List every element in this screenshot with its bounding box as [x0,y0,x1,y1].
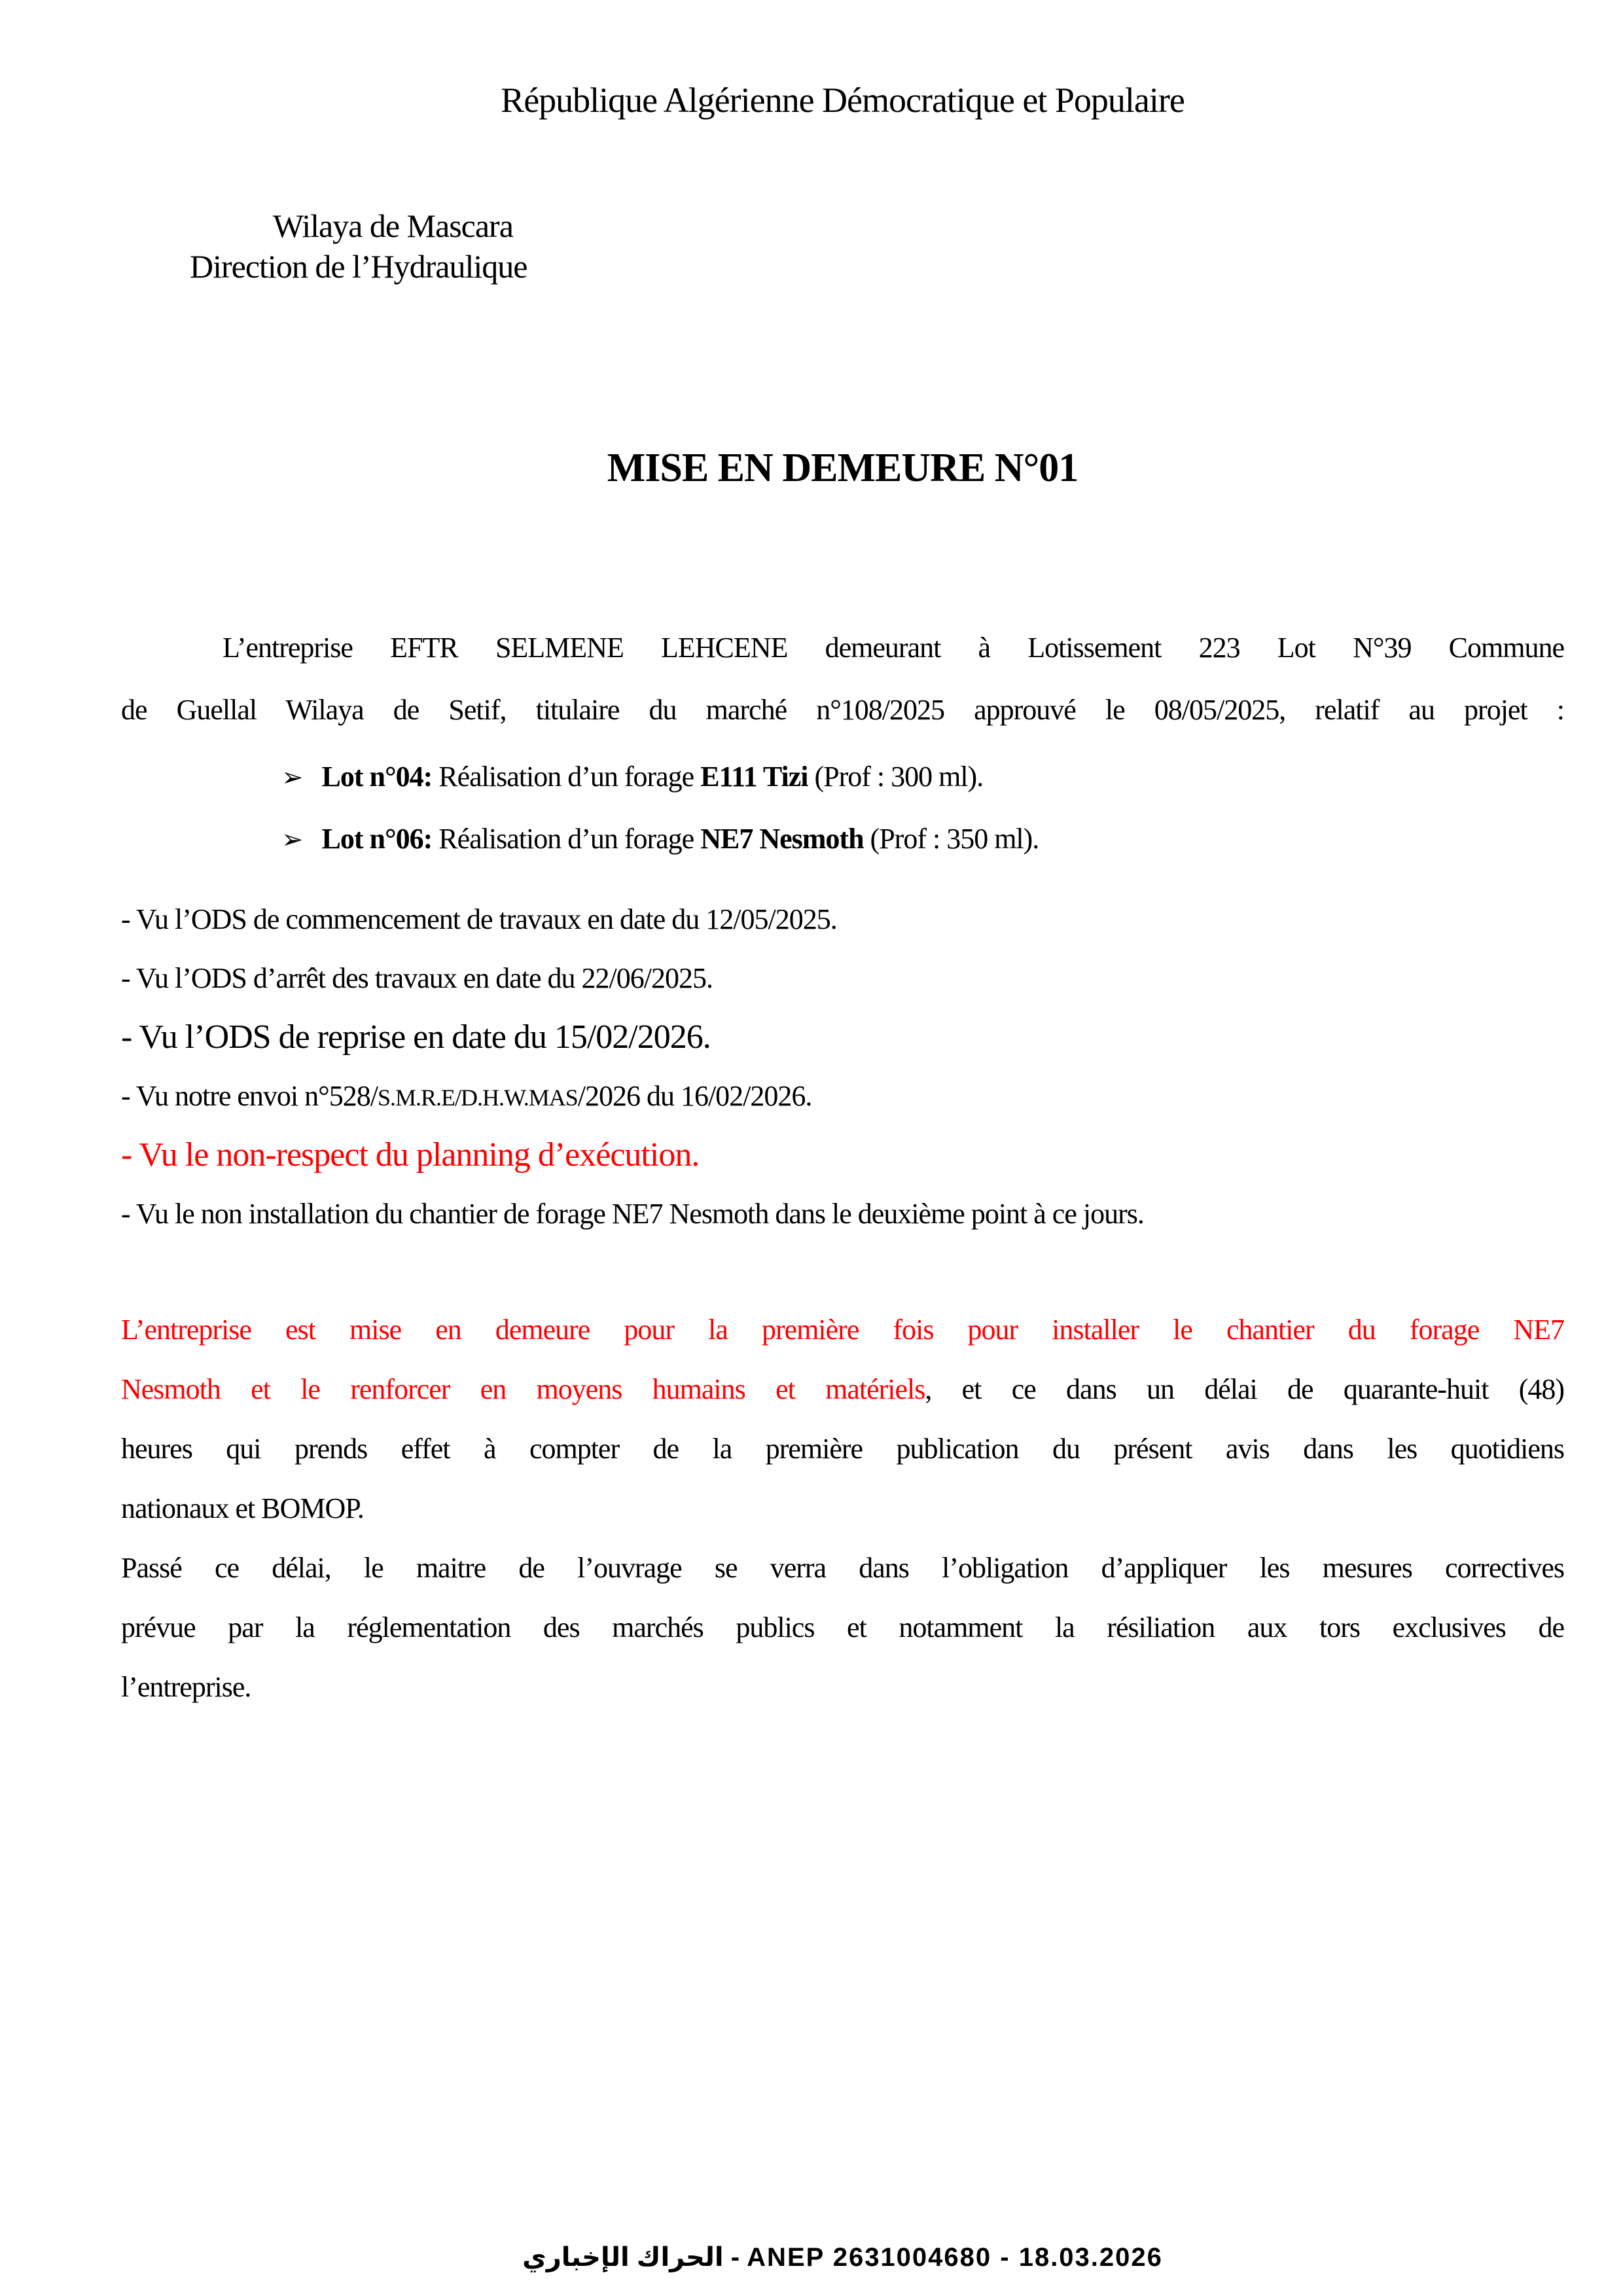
intro-paragraph [121,617,1564,741]
lot-06-tail: (Prof : 350 ml). [863,823,1039,855]
consequence-line-2: prévue par la réglementation des marchés publics et notamment la résiliation aux tors exclusives de [121,1611,1564,1643]
intro-line-1: L’entreprise EFTR SELMENE LEHCENE demeurant à Lotissement 223 Lot N°39 Commune [223,632,1564,664]
vu-item-3: - Vu l’ODS de reprise en date du 15/02/2026. [121,1018,711,1056]
demand-line-3: heures qui prends effet à compter de la première publication du présent avis dans les quotidiens [121,1433,1564,1465]
body-paragraphs [121,1300,1564,1717]
lot-04-text: Réalisation d’un forage [432,761,701,793]
vu-item-4-ref: S.M.R.E/D.H.W.MAS [377,1085,578,1111]
lot-04-strong: E111 Tizi [700,761,808,793]
consequence-line-1: Passé ce délai, le maitre de l’ouvrage se verra dans l’obligation d’appliquer les mesures correctives [121,1552,1564,1584]
lot-06-text: Réalisation d’un forage [432,823,701,855]
republic-heading: République Algérienne Démocratique et Populaire [501,81,1185,120]
arrow-bullet-icon: ➢ [281,762,304,793]
demand-line-1: L’entreprise est mise en demeure pour la première fois pour installer le chantier du forage NE7 [121,1314,1564,1346]
lots-list [281,746,1525,870]
demand-line-2-black: , et ce dans un délai de quarante-huit (48) [925,1373,1565,1405]
arrow-bullet-icon: ➢ [281,825,304,855]
lot-item-06 [281,808,1525,870]
vu-item-4-pre: - Vu notre envoi n°528/ [121,1080,378,1112]
demand-line-2-red: Nesmoth et le renforcer en moyens humains et matériels [121,1373,925,1405]
vu-item-6: - Vu le non installation du chantier de forage NE7 Nesmoth dans le deuxième point à ce jours. [121,1198,1144,1230]
demand-line-2 [121,1359,1564,1419]
demand-line-4: nationaux et BOMOP. [121,1492,364,1524]
vu-item-1: - Vu l’ODS de commencement de travaux en date du 12/05/2025. [121,903,837,935]
intro-line-2: de Guellal Wilaya de Setif, titulaire du marché n°108/2025 approuvé le 08/05/2025, relatif au projet : [121,694,1564,726]
vu-item-4 [121,1067,1564,1126]
direction-heading: Direction de l’Hydraulique [190,248,527,285]
lot-04-tail: (Prof : 300 ml). [808,761,984,793]
wilaya-heading: Wilaya de Mascara [273,207,513,244]
anep-footer: الحراك الإخباري - ANEP 2631004680 - 18.03.2026 [522,2243,1163,2272]
lot-item-04 [281,746,1525,808]
lot-06-label: Lot n°06: [321,823,433,855]
consequence-line-3: l’entreprise. [121,1671,251,1703]
document-title: MISE EN DEMEURE N°01 [607,446,1079,490]
lot-04-label: Lot n°04: [321,761,433,793]
vu-item-4-tail: /2026 du 16/02/2026. [577,1080,812,1112]
vu-item-5: - Vu le non-respect du planning d’exécution. [121,1136,700,1174]
vu-list [121,890,1564,1244]
lot-06-strong: NE7 Nesmoth [700,823,864,855]
vu-item-2: - Vu l’ODS d’arrêt des travaux en date du 22/06/2025. [121,962,713,994]
